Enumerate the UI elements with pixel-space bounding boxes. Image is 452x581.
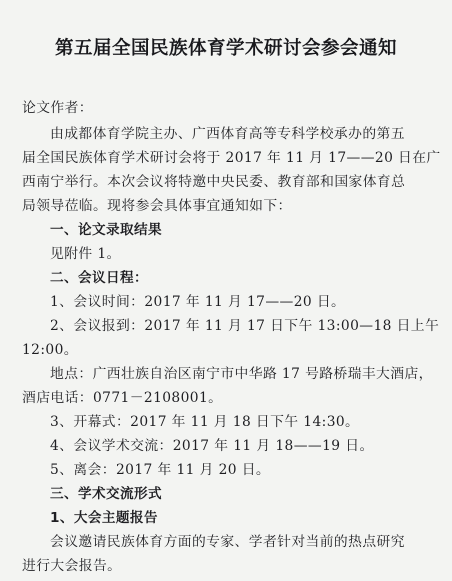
notice-title: 第五届全国民族体育学术研讨会参会通知 <box>54 38 397 59</box>
schedule-item-2-line-1: 2、会议报到：2017 年 11 月 17 日下午 13:00—18 日上午 <box>50 318 440 334</box>
section-3-sub-1: 1、大会主题报告 <box>50 510 158 526</box>
section-1-heading: 一、论文录取结果 <box>50 222 162 238</box>
intro-line-4: 局领导莅临。现将参会具体事宜通知如下： <box>22 198 292 214</box>
venue-line-1: 地点：广西壮族自治区南宁市中华路 17 号路桥瑞丰大酒店， <box>50 366 433 382</box>
section-3-body-line-1: 会议邀请民族体育方面的专家、学者针对当前的热点研究 <box>50 534 405 550</box>
schedule-item-3: 3、开幕式：2017 年 11 月 18 日下午 14:30。 <box>50 414 360 430</box>
section-2-heading: 二、会议日程： <box>50 270 148 286</box>
section-3-body-line-2: 进行大会报告。 <box>22 558 122 574</box>
schedule-item-5: 5、离会：2017 年 11 月 20 日。 <box>50 462 271 478</box>
venue-line-2: 酒店电话：0771－2108001。 <box>22 390 223 406</box>
section-3-heading: 三、学术交流形式 <box>50 486 162 502</box>
intro-line-3: 西南宁举行。本次会议将特邀中央民委、教育部和国家体育总 <box>22 174 406 190</box>
section-1-body: 见附件 1。 <box>50 246 121 262</box>
schedule-item-4: 4、会议学术交流：2017 年 11 月 18——19 日。 <box>50 438 374 454</box>
schedule-item-2-line-2: 12:00。 <box>22 342 78 358</box>
salutation: 论文作者： <box>22 100 93 116</box>
intro-line-2: 届全国民族体育学术研讨会将于 2017 年 11 月 17——20 日在广 <box>22 150 441 166</box>
intro-line-1: 由成都体育学院主办、广西体育高等专科学校承办的第五 <box>50 126 405 142</box>
schedule-item-1: 1、会议时间：2017 年 11 月 17——20 日。 <box>50 294 346 310</box>
